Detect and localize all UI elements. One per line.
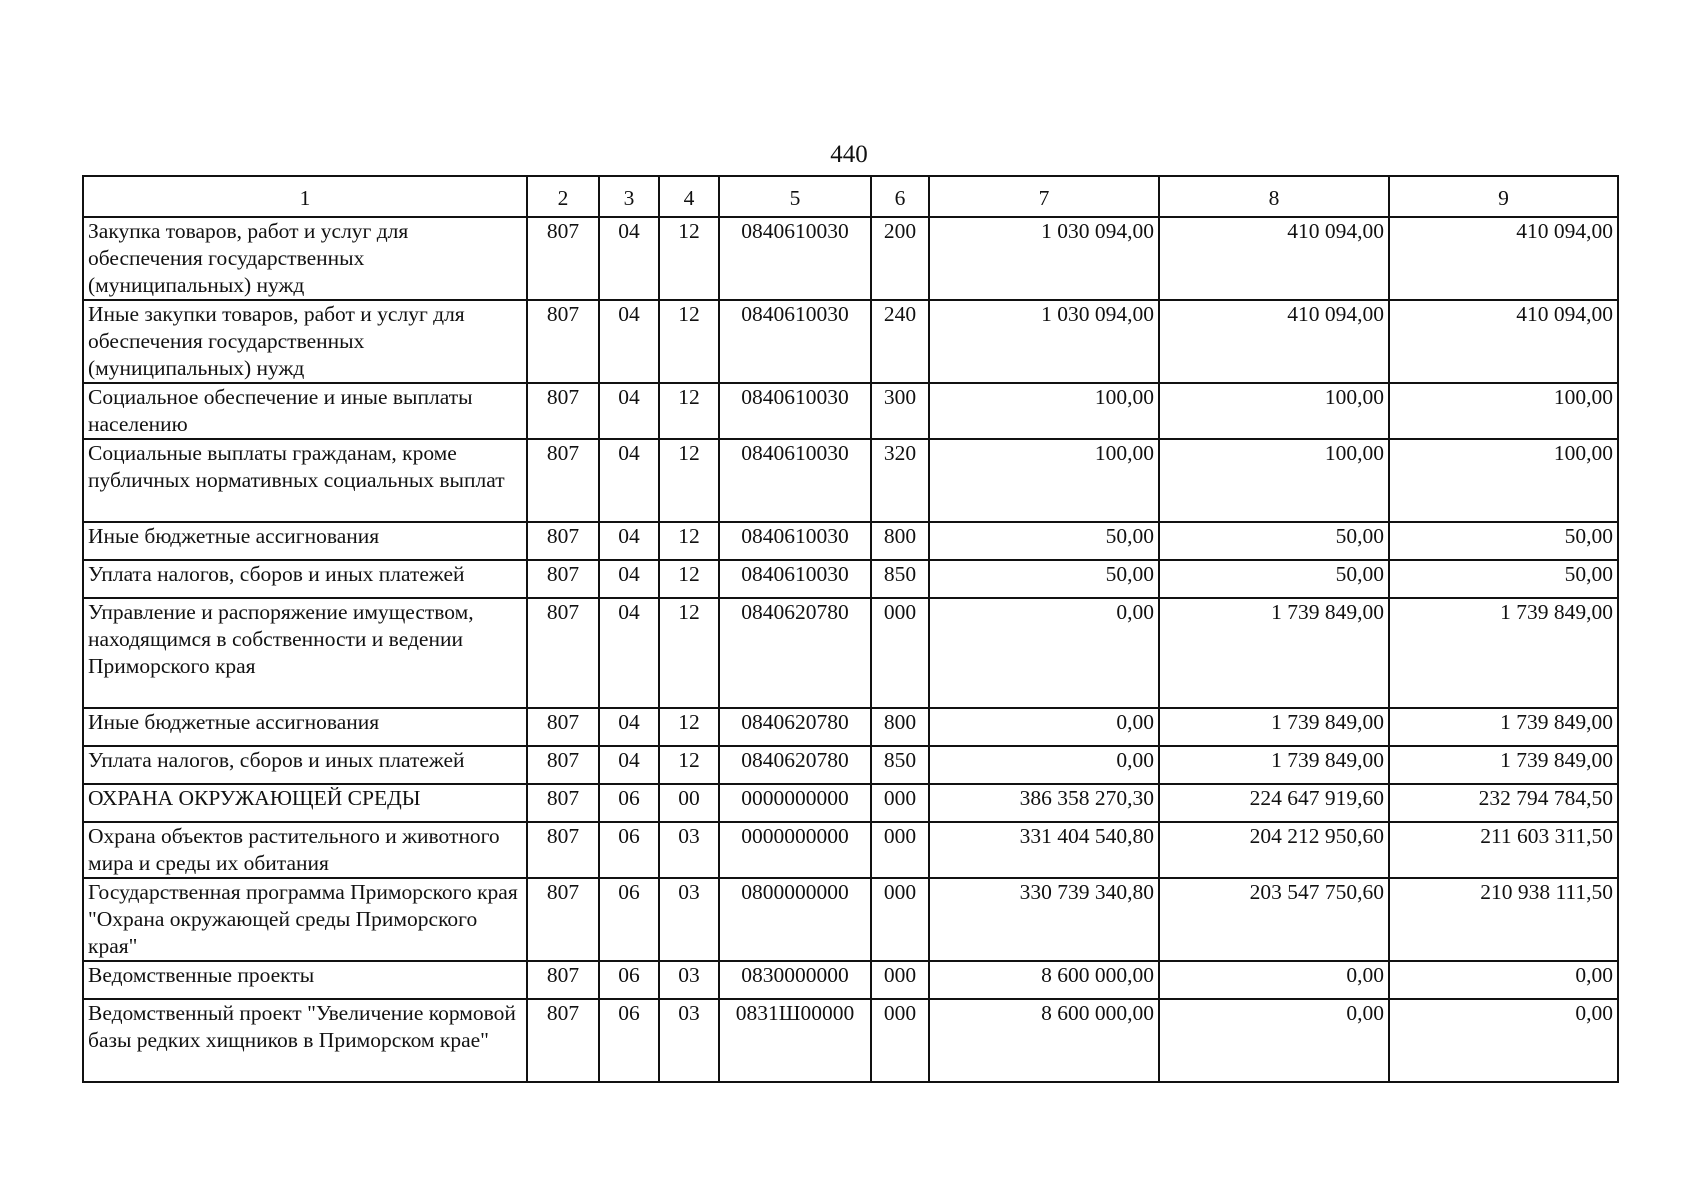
ministry-code: 807 xyxy=(527,708,599,746)
section-code: 06 xyxy=(599,999,659,1082)
amount-col9: 1 739 849,00 xyxy=(1389,598,1618,708)
target-article-code: 0840620780 xyxy=(719,708,871,746)
subsection-code: 12 xyxy=(659,383,719,439)
expense-type-code: 300 xyxy=(871,383,929,439)
amount-col9: 50,00 xyxy=(1389,560,1618,598)
column-header: 5 xyxy=(719,176,871,217)
table-header-row xyxy=(83,176,1618,217)
amount-col7: 100,00 xyxy=(929,439,1159,522)
table-row xyxy=(83,598,1618,708)
ministry-code: 807 xyxy=(527,560,599,598)
subsection-code: 03 xyxy=(659,961,719,999)
amount-col7: 50,00 xyxy=(929,560,1159,598)
expense-type-code: 000 xyxy=(871,784,929,822)
expense-type-code: 800 xyxy=(871,522,929,560)
item-name: Социальное обеспечение и иные выплаты населению xyxy=(83,383,527,439)
amount-col7: 8 600 000,00 xyxy=(929,999,1159,1082)
expense-type-code: 320 xyxy=(871,439,929,522)
subsection-code: 03 xyxy=(659,878,719,961)
item-name: Социальные выплаты гражданам, кроме публичных нормативных социальных выплат xyxy=(83,439,527,522)
item-name: Закупка товаров, работ и услуг для обеспечения государственных (муниципальных) нужд xyxy=(83,217,527,300)
section-code: 04 xyxy=(599,560,659,598)
amount-col7: 0,00 xyxy=(929,746,1159,784)
target-article-code: 0840610030 xyxy=(719,217,871,300)
item-name: Государственная программа Приморского края "Охрана окружающей среды Приморского края" xyxy=(83,878,527,961)
amount-col8: 50,00 xyxy=(1159,522,1389,560)
ministry-code: 807 xyxy=(527,300,599,383)
subsection-code: 12 xyxy=(659,708,719,746)
column-header: 9 xyxy=(1389,176,1618,217)
page-number: 440 xyxy=(830,141,868,168)
table-row xyxy=(83,822,1618,878)
amount-col9: 211 603 311,50 xyxy=(1389,822,1618,878)
budget-table xyxy=(82,175,1619,1083)
amount-col7: 331 404 540,80 xyxy=(929,822,1159,878)
table-row xyxy=(83,522,1618,560)
amount-col7: 50,00 xyxy=(929,522,1159,560)
expense-type-code: 000 xyxy=(871,822,929,878)
column-header: 1 xyxy=(83,176,527,217)
amount-col9: 0,00 xyxy=(1389,999,1618,1082)
ministry-code: 807 xyxy=(527,999,599,1082)
amount-col7: 1 030 094,00 xyxy=(929,217,1159,300)
target-article-code: 0840620780 xyxy=(719,746,871,784)
column-header: 4 xyxy=(659,176,719,217)
section-code: 04 xyxy=(599,708,659,746)
target-article-code: 0830000000 xyxy=(719,961,871,999)
table-row xyxy=(83,560,1618,598)
ministry-code: 807 xyxy=(527,822,599,878)
item-name: Ведомственные проекты xyxy=(83,961,527,999)
amount-col9: 1 739 849,00 xyxy=(1389,746,1618,784)
section-code: 06 xyxy=(599,961,659,999)
column-header: 2 xyxy=(527,176,599,217)
ministry-code: 807 xyxy=(527,878,599,961)
amount-col8: 50,00 xyxy=(1159,560,1389,598)
amount-col8: 0,00 xyxy=(1159,961,1389,999)
subsection-code: 12 xyxy=(659,746,719,784)
section-code: 06 xyxy=(599,878,659,961)
column-header: 8 xyxy=(1159,176,1389,217)
expense-type-code: 200 xyxy=(871,217,929,300)
column-header: 7 xyxy=(929,176,1159,217)
section-code: 04 xyxy=(599,439,659,522)
amount-col7: 330 739 340,80 xyxy=(929,878,1159,961)
expense-type-code: 000 xyxy=(871,878,929,961)
target-article-code: 0840610030 xyxy=(719,383,871,439)
item-name: Уплата налогов, сборов и иных платежей xyxy=(83,746,527,784)
amount-col9: 100,00 xyxy=(1389,439,1618,522)
subsection-code: 12 xyxy=(659,522,719,560)
amount-col8: 224 647 919,60 xyxy=(1159,784,1389,822)
section-code: 04 xyxy=(599,383,659,439)
amount-col8: 100,00 xyxy=(1159,439,1389,522)
amount-col9: 210 938 111,50 xyxy=(1389,878,1618,961)
subsection-code: 12 xyxy=(659,217,719,300)
ministry-code: 807 xyxy=(527,439,599,522)
amount-col7: 100,00 xyxy=(929,383,1159,439)
amount-col9: 50,00 xyxy=(1389,522,1618,560)
item-name: Охрана объектов растительного и животного мира и среды их обитания xyxy=(83,822,527,878)
amount-col9: 410 094,00 xyxy=(1389,217,1618,300)
amount-col9: 100,00 xyxy=(1389,383,1618,439)
subsection-code: 12 xyxy=(659,300,719,383)
table-row xyxy=(83,439,1618,522)
expense-type-code: 000 xyxy=(871,598,929,708)
subsection-code: 12 xyxy=(659,598,719,708)
ministry-code: 807 xyxy=(527,598,599,708)
expense-type-code: 850 xyxy=(871,560,929,598)
subsection-code: 12 xyxy=(659,439,719,522)
subsection-code: 03 xyxy=(659,999,719,1082)
expense-type-code: 800 xyxy=(871,708,929,746)
ministry-code: 807 xyxy=(527,217,599,300)
subsection-code: 03 xyxy=(659,822,719,878)
ministry-code: 807 xyxy=(527,784,599,822)
item-name: Ведомственный проект "Увеличение кормовой базы редких хищников в Приморском крае" xyxy=(83,999,527,1082)
amount-col8: 0,00 xyxy=(1159,999,1389,1082)
amount-col8: 410 094,00 xyxy=(1159,217,1389,300)
amount-col9: 0,00 xyxy=(1389,961,1618,999)
table-row xyxy=(83,217,1618,300)
amount-col7: 0,00 xyxy=(929,708,1159,746)
target-article-code: 0840610030 xyxy=(719,560,871,598)
section-code: 04 xyxy=(599,300,659,383)
section-code: 06 xyxy=(599,784,659,822)
amount-col8: 204 212 950,60 xyxy=(1159,822,1389,878)
table-row xyxy=(83,746,1618,784)
item-name: Уплата налогов, сборов и иных платежей xyxy=(83,560,527,598)
amount-col7: 0,00 xyxy=(929,598,1159,708)
table-row xyxy=(83,383,1618,439)
amount-col8: 1 739 849,00 xyxy=(1159,746,1389,784)
amount-col8: 410 094,00 xyxy=(1159,300,1389,383)
amount-col8: 100,00 xyxy=(1159,383,1389,439)
amount-col9: 232 794 784,50 xyxy=(1389,784,1618,822)
target-article-code: 0831Ш00000 xyxy=(719,999,871,1082)
table-row xyxy=(83,784,1618,822)
section-code: 04 xyxy=(599,217,659,300)
section-code: 04 xyxy=(599,522,659,560)
target-article-code: 0840620780 xyxy=(719,598,871,708)
table-row xyxy=(83,708,1618,746)
item-name: Иные бюджетные ассигнования xyxy=(83,708,527,746)
table-row xyxy=(83,999,1618,1082)
target-article-code: 0840610030 xyxy=(719,300,871,383)
table-row xyxy=(83,961,1618,999)
amount-col8: 1 739 849,00 xyxy=(1159,598,1389,708)
subsection-code: 00 xyxy=(659,784,719,822)
amount-col7: 1 030 094,00 xyxy=(929,300,1159,383)
section-code: 06 xyxy=(599,822,659,878)
amount-col9: 1 739 849,00 xyxy=(1389,708,1618,746)
ministry-code: 807 xyxy=(527,522,599,560)
target-article-code: 0000000000 xyxy=(719,784,871,822)
column-header: 3 xyxy=(599,176,659,217)
amount-col8: 1 739 849,00 xyxy=(1159,708,1389,746)
item-name: Управление и распоряжение имуществом, находящимся в собственности и ведении Приморского края xyxy=(83,598,527,708)
expense-type-code: 000 xyxy=(871,999,929,1082)
ministry-code: 807 xyxy=(527,746,599,784)
amount-col8: 203 547 750,60 xyxy=(1159,878,1389,961)
target-article-code: 0800000000 xyxy=(719,878,871,961)
item-name: Иные закупки товаров, работ и услуг для обеспечения государственных (муниципальных) нужд xyxy=(83,300,527,383)
section-code: 04 xyxy=(599,598,659,708)
ministry-code: 807 xyxy=(527,383,599,439)
table-row xyxy=(83,878,1618,961)
item-name: ОХРАНА ОКРУЖАЮЩЕЙ СРЕДЫ xyxy=(83,784,527,822)
subsection-code: 12 xyxy=(659,560,719,598)
target-article-code: 0840610030 xyxy=(719,522,871,560)
item-name: Иные бюджетные ассигнования xyxy=(83,522,527,560)
target-article-code: 0840610030 xyxy=(719,439,871,522)
expense-type-code: 240 xyxy=(871,300,929,383)
table-row xyxy=(83,300,1618,383)
column-header: 6 xyxy=(871,176,929,217)
expense-type-code: 850 xyxy=(871,746,929,784)
amount-col7: 8 600 000,00 xyxy=(929,961,1159,999)
ministry-code: 807 xyxy=(527,961,599,999)
expense-type-code: 000 xyxy=(871,961,929,999)
amount-col7: 386 358 270,30 xyxy=(929,784,1159,822)
target-article-code: 0000000000 xyxy=(719,822,871,878)
amount-col9: 410 094,00 xyxy=(1389,300,1618,383)
section-code: 04 xyxy=(599,746,659,784)
